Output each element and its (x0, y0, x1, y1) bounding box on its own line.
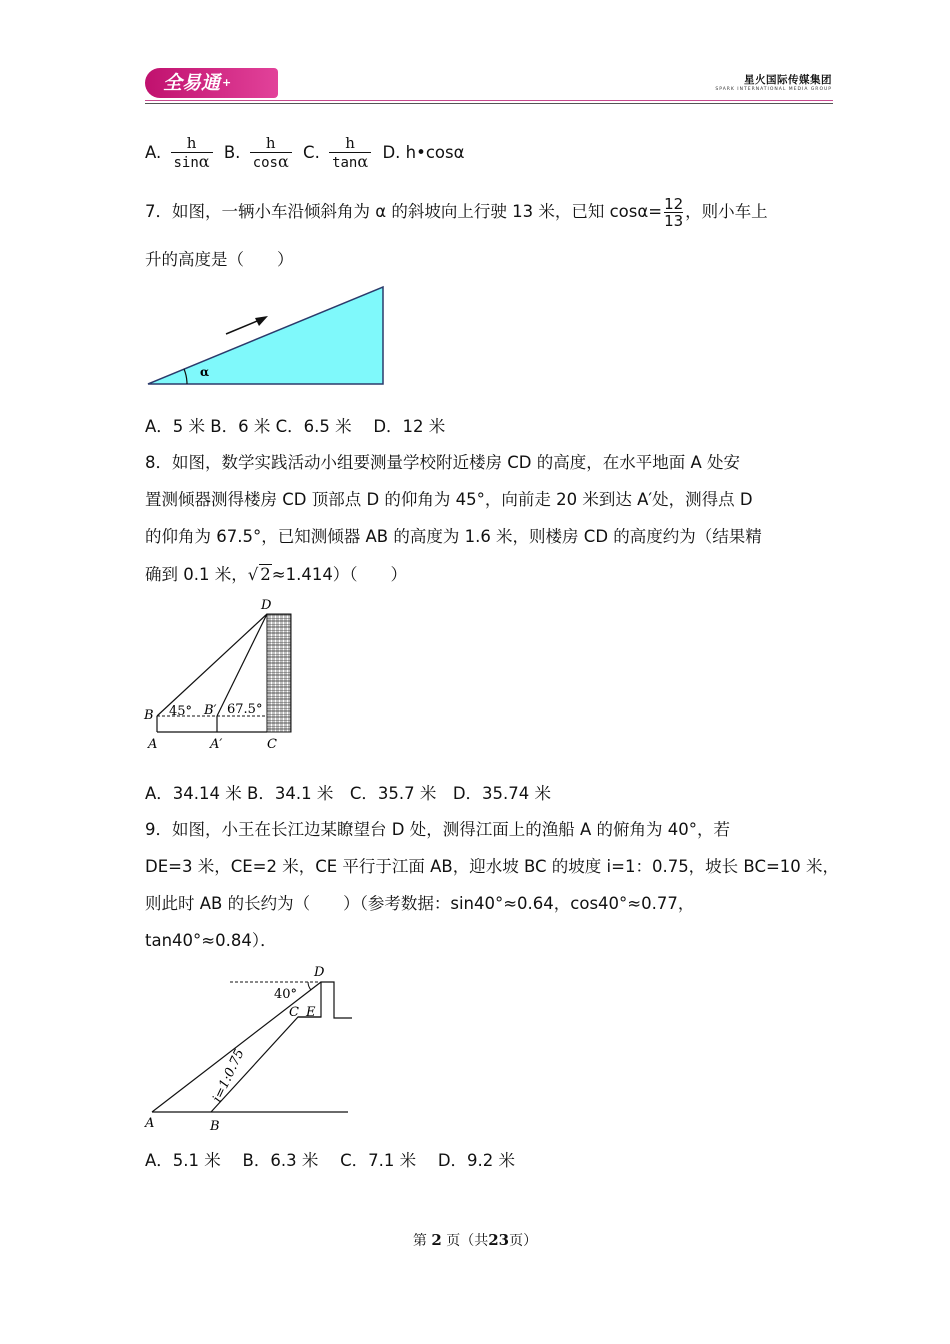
q6-option-b-fraction (250, 135, 292, 172)
footer-total-pages: 23 (488, 1231, 510, 1249)
q9-question-line3: 则此时 AB 的长约为（ ）（参考数据：sin40°≈0.64，cos40°≈0.77， (145, 894, 695, 913)
q8-label-b-prime: B′ (204, 703, 217, 718)
q7-angle-label: α (200, 365, 210, 379)
q8-sqrt-value: 2 (260, 565, 271, 584)
q7-frac-num: 12 (664, 195, 684, 213)
q6-option-d-text: h•cosα (405, 143, 465, 162)
footer-prefix: 第 (412, 1233, 427, 1249)
q6-a-alpha: α (198, 152, 210, 171)
q6-c-numerator: h (345, 134, 355, 152)
header-divider (145, 100, 833, 101)
footer-page-number: 2 (431, 1231, 442, 1249)
q9-options: A．5.1 米 B．6.3 米 C．7.1 米 D．9.2 米 (145, 1151, 516, 1170)
q7-question-line1 (145, 196, 768, 229)
publisher-brand (715, 72, 832, 92)
q6-options (145, 135, 464, 172)
logo-text: 全易通 (163, 72, 221, 94)
sqrt-icon: √ (247, 565, 259, 584)
q8-question-line1: 8．如图，数学实践活动小组要测量学校附近楼房 CD 的高度，在水平地面 A 处安 (145, 453, 740, 472)
q7-question-line2: 升的高度是（ ） (145, 250, 294, 269)
brand-logo (145, 68, 278, 98)
q9-slope-label: i=1:0.75 (210, 1047, 248, 1105)
q8-building-cd (267, 614, 291, 732)
q6-option-a-label: A. (145, 143, 162, 162)
q8-angle-45: 45° (169, 704, 193, 719)
q9-slope-figure (140, 960, 360, 1138)
q8-label-a-prime: A′ (210, 737, 223, 752)
q6-option-b-label: B. (223, 143, 241, 162)
q6-option-c-label: C. (303, 143, 320, 162)
q6-b-denominator: cos (252, 155, 278, 171)
q9-label-b: B (210, 1119, 220, 1134)
logo-spark-icon: + (222, 76, 232, 89)
q8-options: A．34.14 米 B．34.1 米 C．35.7 米 D．35.74 米 (145, 784, 552, 803)
brand-name-en: SPARK INTERNATIONAL MEDIA GROUP (715, 87, 832, 92)
q6-c-denominator: tan (332, 155, 358, 171)
brand-name-cn: 星火国际传媒集团 (744, 74, 832, 86)
q9-question-line4: tan40°≈0.84）． (145, 931, 277, 950)
q7-frac-den: 13 (664, 212, 684, 230)
q7-text-part1: 7．如图，一辆小车沿倾斜角为 α 的斜坡向上行驶 13 米，已知 cosα= (145, 202, 663, 221)
q8-sight-b-d (157, 614, 267, 716)
q9-label-e: E (306, 1005, 316, 1020)
q9-angle-arc (308, 982, 311, 990)
q9-label-d: D (314, 965, 325, 980)
q6-option-a-fraction (171, 135, 213, 172)
footer-mid: 页（共 (446, 1233, 489, 1249)
q6-b-alpha: α (277, 152, 289, 171)
q6-a-denominator: sin (173, 155, 199, 171)
q6-a-numerator: h (186, 134, 197, 152)
q6-c-alpha: α (357, 152, 369, 171)
q7-slope-triangle (148, 287, 383, 384)
q8-label-c: C (267, 737, 277, 752)
q6-option-d-label: D. (382, 143, 401, 162)
q8-label-d: D (261, 598, 272, 613)
q8-question-line3: 的仰角为 67.5°，已知测倾器 AB 的高度为 1.6 米，则楼房 CD 的高度约为（结果精 (145, 527, 762, 546)
q6-b-numerator: h (265, 134, 276, 152)
q8-building-figure (140, 594, 300, 754)
q9-label-c: C (289, 1005, 299, 1020)
q8-label-b: B (144, 708, 154, 723)
q7-fraction (664, 196, 683, 229)
page-footer (0, 1230, 950, 1250)
q8-question-line4 (145, 564, 407, 585)
q9-question-line1: 9．如图，小王在长江边某瞭望台 D 处，测得江面上的渔船 A 的俯角为 40°，若 (145, 820, 730, 839)
q7-options: A．5 米 B．6 米 C．6.5 米 D．12 米 (145, 417, 446, 436)
q7-slope-figure (140, 278, 390, 390)
q8-sight-b-prime-d (217, 614, 267, 716)
q7-text-part2: ，则小车上 (685, 202, 768, 221)
q8-line4-b: ≈1.414）（ ） (271, 565, 408, 584)
q6-option-c-fraction (329, 135, 371, 172)
q8-line4-a: 确到 0.1 米， (145, 565, 248, 584)
q8-angle-67: 67.5° (227, 702, 263, 717)
header-divider-2 (145, 103, 833, 104)
q7-arrow-shaft (226, 319, 262, 334)
q9-question-line2: DE=3 米，CE=2 米，CE 平行于江面 AB，迎水坡 BC 的坡度 i=1：0.75，坡长 BC=10 米， (145, 857, 840, 876)
q8-question-line2: 置测倾器测得楼房 CD 顶部点 D 的仰角为 45°，向前走 20 米到达 A′处，测得点 D (145, 490, 753, 509)
q9-label-a: A (145, 1116, 155, 1131)
q7-arrow-head-icon (255, 316, 268, 326)
q8-label-a: A (148, 737, 158, 752)
footer-suffix: 页） (509, 1233, 538, 1249)
q9-angle-40: 40° (274, 987, 298, 1002)
